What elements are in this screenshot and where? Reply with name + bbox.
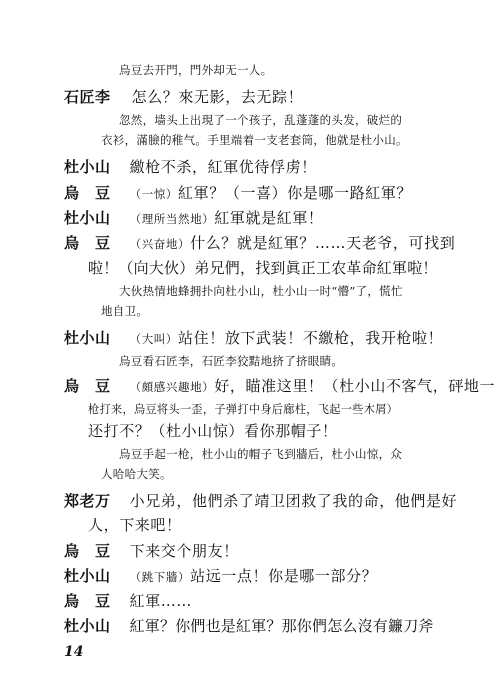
stage-direction: 烏豆看石匠李，石匠李狡黠地挤了挤眼睛。 <box>119 354 344 368</box>
dialogue-line <box>64 615 434 636</box>
dialogue-text: 紅軍？（一喜）你是哪一路紅軍？ <box>178 184 413 202</box>
dialogue-text: 下来交个朋友！ <box>129 542 239 560</box>
speaker-name: 烏 豆 <box>64 542 111 560</box>
speaker-name: 杜小山 <box>64 567 111 585</box>
stage-direction: 忽然，墙头上出現了一个孩子，乱蓬蓬的头发，破烂的 <box>119 113 403 127</box>
dialogue-text: 什么？就是紅軍？……天老爷，可找到 <box>190 234 456 252</box>
speaker-name: 杜小山 <box>64 329 111 347</box>
speaker-name: 石匠李 <box>64 88 111 106</box>
dialogue-continuation: 枪打来，烏豆将头一歪，子弹打中身后廊柱，飞起一些木屑） <box>88 403 399 416</box>
dialogue-line <box>64 375 495 396</box>
stage-note: （兴奋地） <box>129 237 191 251</box>
dialogue-text: 站住！放下武装！不繳枪，我开枪啦！ <box>178 329 444 347</box>
stage-note: （大叫） <box>129 332 179 346</box>
speaker-name: 杜小山 <box>64 617 111 635</box>
dialogue-text: 怎么？來无影，去无踪！ <box>131 88 304 106</box>
dialogue-text: 小兄弟，他們杀了靖卫团救了我的命，他們是好 <box>129 492 458 510</box>
page-number: 14 <box>64 644 84 660</box>
dialogue-text: 紅軍？你們也是紅軍？那你們怎么沒有鐮刀斧 <box>129 617 434 635</box>
stage-direction: 衣衫，滿臉的稚气。手里端着一支老套筒，他就是杜小山。 <box>101 133 408 147</box>
dialogue-line <box>64 327 443 348</box>
stage-direction: 人哈哈大笑。 <box>101 467 172 481</box>
speaker-name: 烏 豆 <box>64 377 111 395</box>
dialogue-continuation: 还打不？（杜小山惊）看你那帽子！ <box>88 422 338 440</box>
stage-note: （跳下牆） <box>129 570 191 584</box>
dialogue-line <box>64 490 457 511</box>
dialogue-text: 好，瞄准这里！（杜小山不客气，砰地一 <box>214 377 495 395</box>
stage-direction: 地自卫。 <box>101 304 149 318</box>
speaker-name: 烏 豆 <box>64 184 111 202</box>
dialogue-line <box>64 540 239 561</box>
dialogue-continuation: 啦！（向大伙）弟兄們，找到眞正工农革命紅軍啦！ <box>88 259 438 277</box>
dialogue-line <box>64 182 412 203</box>
dialogue-continuation: 人，下来吧！ <box>88 516 182 534</box>
stage-direction: 烏豆去开門，門外却无一人。 <box>119 63 273 77</box>
speaker-name: 杜小山 <box>64 209 111 227</box>
stage-direction: 烏豆手起一枪，杜小山的帽子飞到牆后，杜小山惊，众 <box>119 447 403 461</box>
dialogue-text: 紅軍就是紅軍！ <box>214 209 324 227</box>
stage-note: （一惊） <box>129 187 179 201</box>
dialogue-line <box>64 156 317 177</box>
stage-note: （頗感兴趣地） <box>129 380 215 394</box>
dialogue-text: 繳枪不杀，紅軍优待俘虏！ <box>129 158 317 176</box>
dialogue-text: 紅軍…… <box>129 592 193 610</box>
stage-direction: 大伙热情地蜂拥扑向杜小山，杜小山一时“懵”了，慌忙 <box>119 284 403 298</box>
dialogue-line <box>64 232 455 253</box>
dialogue-line <box>64 86 303 107</box>
dialogue-text: 站远一点！你是哪一部分？ <box>190 567 378 585</box>
stage-note: （理所当然地） <box>129 212 215 226</box>
speaker-name: 杜小山 <box>64 158 111 176</box>
dialogue-line <box>64 590 192 611</box>
speaker-name: 郑老万 <box>64 492 111 510</box>
dialogue-line <box>64 207 324 228</box>
dialogue-line <box>64 565 377 586</box>
speaker-name: 烏 豆 <box>64 234 111 252</box>
speaker-name: 烏 豆 <box>64 592 111 610</box>
